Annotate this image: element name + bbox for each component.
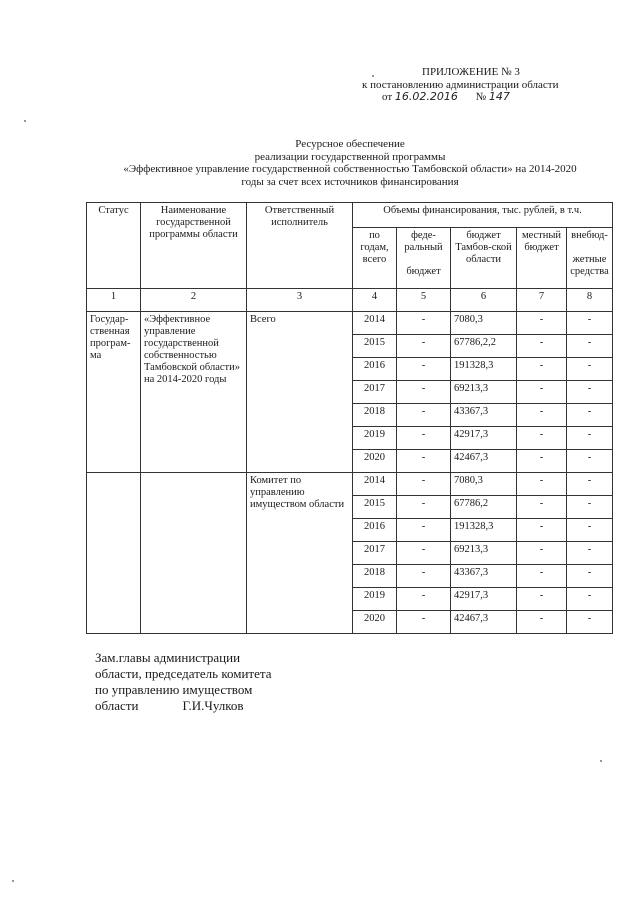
year-cell: 2020 bbox=[353, 450, 397, 473]
year-cell: 2016 bbox=[353, 358, 397, 381]
federal-cell: - bbox=[397, 611, 451, 634]
federal-cell: - bbox=[397, 312, 451, 335]
offbudget-cell: - bbox=[567, 611, 613, 634]
local-cell: - bbox=[517, 335, 567, 358]
federal-cell: - bbox=[397, 427, 451, 450]
offbudget-cell: - bbox=[567, 335, 613, 358]
document-title bbox=[60, 138, 640, 188]
local-cell: - bbox=[517, 496, 567, 519]
title-line-4: годы за счет всех источников финансирования bbox=[241, 175, 459, 188]
appendix-title: ПРИЛОЖЕНИЕ № 3 bbox=[422, 66, 520, 78]
header-status: Статус bbox=[87, 203, 141, 289]
table-row bbox=[87, 312, 613, 335]
year-cell: 2019 bbox=[353, 588, 397, 611]
table-block-total bbox=[87, 312, 613, 473]
regional-cell: 43367,3 bbox=[451, 565, 517, 588]
offbudget-cell: - bbox=[567, 404, 613, 427]
federal-cell: - bbox=[397, 358, 451, 381]
offbudget-cell: - bbox=[567, 496, 613, 519]
year-cell: 2018 bbox=[353, 404, 397, 427]
federal-cell: - bbox=[397, 450, 451, 473]
signature-line-3: по управлению имуществом bbox=[95, 682, 253, 697]
local-cell: - bbox=[517, 565, 567, 588]
scan-speck bbox=[12, 880, 14, 882]
status-cell bbox=[87, 473, 141, 634]
title-line-1: Ресурсное обеспечение bbox=[295, 138, 405, 150]
regional-cell: 42917,3 bbox=[451, 427, 517, 450]
year-cell: 2015 bbox=[353, 496, 397, 519]
federal-cell: - bbox=[397, 565, 451, 588]
regional-cell: 42917,3 bbox=[451, 588, 517, 611]
year-cell: 2016 bbox=[353, 519, 397, 542]
header-row-1 bbox=[87, 203, 613, 228]
col-number: 8 bbox=[567, 289, 613, 312]
local-cell: - bbox=[517, 519, 567, 542]
appendix-from-label: от bbox=[382, 91, 393, 103]
year-cell: 2020 bbox=[353, 611, 397, 634]
col-number: 3 bbox=[247, 289, 353, 312]
header-executor: Ответственный исполнитель bbox=[247, 203, 353, 289]
regional-cell: 42467,3 bbox=[451, 450, 517, 473]
offbudget-cell: - bbox=[567, 381, 613, 404]
offbudget-cell: - bbox=[567, 473, 613, 496]
appendix-date: 16.02.2016 bbox=[394, 90, 458, 103]
header-local: местный бюджет bbox=[517, 228, 567, 289]
signature-block bbox=[95, 650, 271, 714]
title-line-3: «Эффективное управление государственной собственностью Тамбовской области» на 2014-2020 bbox=[123, 163, 577, 175]
offbudget-cell: - bbox=[567, 427, 613, 450]
signature-line-4 bbox=[95, 698, 271, 714]
offbudget-cell: - bbox=[567, 588, 613, 611]
regional-cell: 67786,2,2 bbox=[451, 335, 517, 358]
col-number: 6 bbox=[451, 289, 517, 312]
header-offbudget-line1: внебюд- bbox=[571, 230, 608, 241]
signature-line-1: Зам.главы администрации bbox=[95, 650, 241, 665]
year-cell: 2017 bbox=[353, 381, 397, 404]
status-cell: Государ-ственная програм-ма bbox=[87, 312, 141, 473]
scan-speck bbox=[600, 760, 602, 762]
local-cell: - bbox=[517, 404, 567, 427]
header-volumes: Объемы финансирования, тыс. рублей, в т.ч. bbox=[353, 203, 613, 228]
header-by-years: по годам, всего bbox=[353, 228, 397, 289]
offbudget-cell: - bbox=[567, 450, 613, 473]
federal-cell: - bbox=[397, 335, 451, 358]
local-cell: - bbox=[517, 358, 567, 381]
year-cell: 2014 bbox=[353, 473, 397, 496]
year-cell: 2018 bbox=[353, 565, 397, 588]
local-cell: - bbox=[517, 312, 567, 335]
year-cell: 2017 bbox=[353, 542, 397, 565]
header-name: Наименование государственной программы области bbox=[141, 203, 247, 289]
regional-cell: 191328,3 bbox=[451, 519, 517, 542]
local-cell: - bbox=[517, 450, 567, 473]
federal-cell: - bbox=[397, 473, 451, 496]
col-number: 2 bbox=[141, 289, 247, 312]
regional-cell: 191328,3 bbox=[451, 358, 517, 381]
regional-cell: 67786,2 bbox=[451, 496, 517, 519]
year-cell: 2015 bbox=[353, 335, 397, 358]
col-number: 1 bbox=[87, 289, 141, 312]
program-name-cell bbox=[141, 473, 247, 634]
col-number: 5 bbox=[397, 289, 451, 312]
offbudget-cell: - bbox=[567, 312, 613, 335]
column-number-row bbox=[87, 289, 613, 312]
regional-cell: 7080,3 bbox=[451, 473, 517, 496]
title-line-2: реализации государственной программы bbox=[254, 150, 446, 163]
header-federal-line1: феде-ральный bbox=[404, 230, 443, 253]
year-cell: 2019 bbox=[353, 427, 397, 450]
signature-region: области bbox=[95, 698, 139, 713]
header-offbudget-line2: жетные средства bbox=[570, 254, 609, 277]
scan-speck bbox=[24, 120, 26, 122]
signature-line-2: области, председатель комитета bbox=[95, 666, 272, 681]
scan-speck bbox=[372, 75, 374, 77]
regional-cell: 7080,3 bbox=[451, 312, 517, 335]
local-cell: - bbox=[517, 588, 567, 611]
header-regional: бюджет Тамбов-ской области bbox=[451, 228, 517, 289]
header-federal bbox=[397, 228, 451, 289]
table-block-committee bbox=[87, 473, 613, 634]
local-cell: - bbox=[517, 542, 567, 565]
local-cell: - bbox=[517, 381, 567, 404]
appendix-number-label: № bbox=[475, 91, 487, 103]
federal-cell: - bbox=[397, 519, 451, 542]
offbudget-cell: - bbox=[567, 565, 613, 588]
header-federal-line2: бюджет bbox=[406, 266, 441, 277]
federal-cell: - bbox=[397, 542, 451, 565]
table-row bbox=[87, 473, 613, 496]
local-cell: - bbox=[517, 427, 567, 450]
offbudget-cell: - bbox=[567, 542, 613, 565]
offbudget-cell: - bbox=[567, 519, 613, 542]
regional-cell: 69213,3 bbox=[451, 542, 517, 565]
header-offbudget bbox=[567, 228, 613, 289]
executor-cell: Всего bbox=[247, 312, 353, 473]
signature-person: Г.И.Чулков bbox=[182, 698, 244, 713]
year-cell: 2014 bbox=[353, 312, 397, 335]
federal-cell: - bbox=[397, 588, 451, 611]
program-name-cell: «Эффективное управление государственной собственностью Тамбовской области» на 2014-2020 годы bbox=[141, 312, 247, 473]
offbudget-cell: - bbox=[567, 358, 613, 381]
federal-cell: - bbox=[397, 404, 451, 427]
appendix-date-line bbox=[362, 91, 592, 104]
funding-table bbox=[86, 202, 613, 634]
regional-cell: 43367,3 bbox=[451, 404, 517, 427]
regional-cell: 69213,3 bbox=[451, 381, 517, 404]
local-cell: - bbox=[517, 473, 567, 496]
appendix-number: 147 bbox=[488, 90, 510, 103]
col-number: 7 bbox=[517, 289, 567, 312]
regional-cell: 42467,3 bbox=[451, 611, 517, 634]
col-number: 4 bbox=[353, 289, 397, 312]
appendix-subtitle: к постановлению администрации области bbox=[362, 78, 559, 91]
federal-cell: - bbox=[397, 496, 451, 519]
local-cell: - bbox=[517, 611, 567, 634]
appendix-header bbox=[362, 66, 592, 104]
federal-cell: - bbox=[397, 381, 451, 404]
executor-cell: Комитет по управлению имуществом области bbox=[247, 473, 353, 634]
